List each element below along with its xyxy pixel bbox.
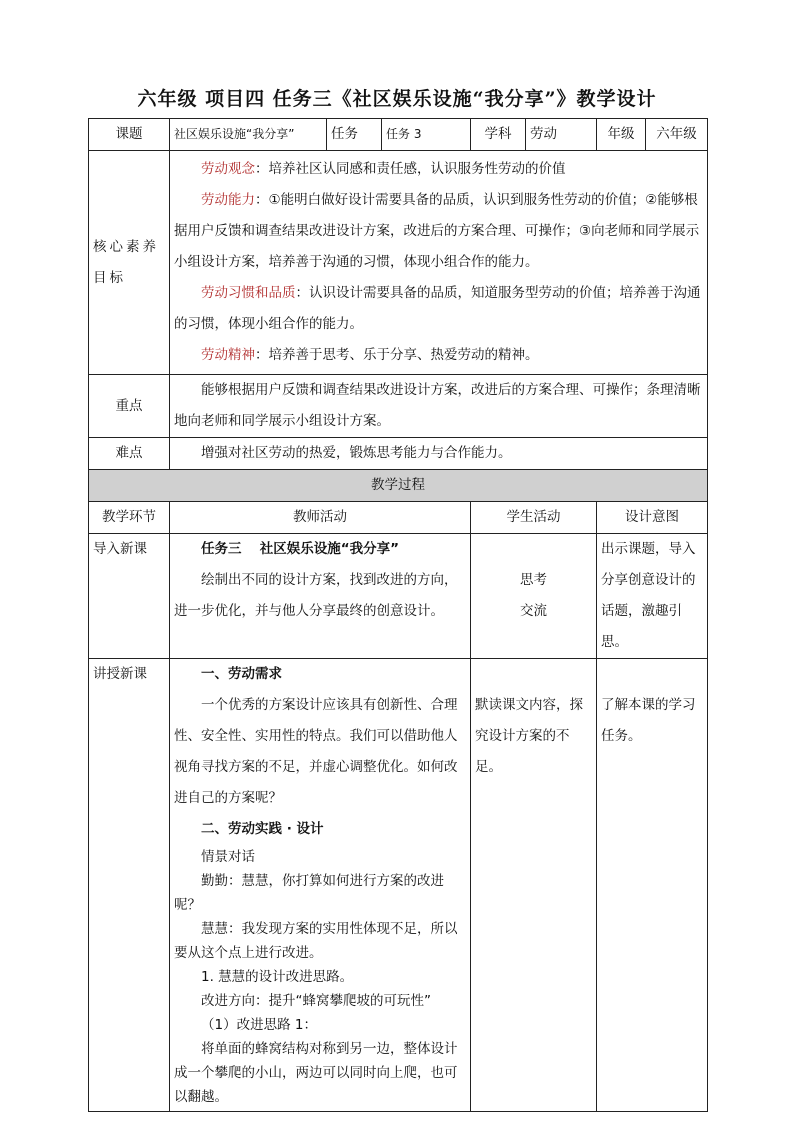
key-point-label: 重点 [89, 375, 170, 438]
process-columns-row [89, 502, 708, 534]
lecture-l7: 将单面的蜂窝结构对称到另一边，整体设计成一个攀爬的小山，两边可以同时向上爬，也可以翻越。 [174, 1041, 458, 1105]
core-item-concept: 劳动观念：培养社区认同感和责任感，认识服务性劳动的价值 [201, 161, 566, 177]
col-intent: 设计意图 [597, 502, 708, 534]
core-literacy-content [170, 151, 708, 375]
course-label: 课题 [89, 119, 170, 151]
core-item-habits: 劳动习惯和品质：认识设计需要具备的品质，知道服务型劳动的价值；培养善于沟通的习惯，体现小组合作的能力。 [174, 285, 701, 332]
core-item-spirit: 劳动精神：培养善于思考、乐于分享、热爱劳动的精神。 [201, 347, 539, 363]
process-heading: 教学过程 [89, 470, 708, 502]
key-point-text: 能够根据用户反馈和调查结果改进设计方案，改进后的方案合理、可操作；条理清晰地向老师和同学展示小组设计方案。 [170, 375, 708, 438]
intro-student-exchange: 交流 [520, 603, 547, 619]
intro-teacher [170, 534, 471, 659]
course-value: 社区娱乐设施“我分享” [170, 119, 327, 151]
lecture-l1: 情景对话 [201, 849, 255, 865]
lecture-h1: 一、劳动需求 [201, 666, 282, 682]
lecture-p1: 一个优秀的方案设计应该具有创新性、合理性、安全性、实用性的特点。我们可以借助他人视角寻找方案的不足，并虚心调整优化。如何改进自己的方案呢？ [174, 697, 458, 806]
difficulty-text: 增强对社区劳动的热爱，锻炼思考能力与合作能力。 [170, 438, 708, 470]
intro-stage: 导入新课 [89, 534, 170, 659]
intro-teacher-text: 绘制出不同的设计方案，找到改进的方向，进一步优化，并与他人分享最终的创意设计。 [174, 572, 458, 619]
col-student: 学生活动 [471, 502, 597, 534]
core-item-ability: 劳动能力：①能明白做好设计需要具备的品质，认识到服务性劳动的价值；②能够根据用户反馈和调查结果改进设计方案，改进后的方案合理、可操作；③向老师和同学展示小组设计方案，培养善于沟通的习惯，体现小组合作的能力。 [174, 192, 700, 270]
intro-row [89, 534, 708, 659]
lecture-h2: 二、劳动实践 · 设计 [201, 821, 324, 837]
lecture-l6: （1）改进思路 1： [201, 1017, 317, 1033]
document-title: 六年级 项目四 任务三《社区娱乐设施“我分享”》教学设计 [137, 88, 657, 110]
lecture-intent: 了解本课的学习任务。 [597, 659, 708, 1112]
process-heading-row [89, 470, 708, 502]
lecture-l5: 改进方向：提升“蜂窝攀爬坡的可玩性” [201, 993, 431, 1009]
header-row [89, 119, 708, 151]
task-value: 任务 3 [382, 119, 471, 151]
lecture-stage: 讲授新课 [89, 659, 170, 1112]
grade-value: 六年级 [646, 119, 708, 151]
lecture-row [89, 659, 708, 1112]
subject-label: 学科 [471, 119, 526, 151]
subject-value: 劳动 [526, 119, 597, 151]
difficulty-label: 难点 [89, 438, 170, 470]
lecture-l3: 慧慧：我发现方案的实用性体现不足，所以要从这个点上进行改进。 [174, 921, 458, 961]
col-stage: 教学环节 [89, 502, 170, 534]
intro-teacher-title: 任务三 社区娱乐设施“我分享” [201, 541, 399, 557]
difficulty-row [89, 438, 708, 470]
lecture-l4: 1. 慧慧的设计改进思路。 [201, 969, 354, 985]
core-literacy-label: 核心素养目标 [89, 151, 170, 375]
lecture-l2: 勤勤：慧慧，你打算如何进行方案的改进呢？ [174, 873, 444, 913]
lesson-plan-table [88, 118, 708, 1112]
lecture-teacher [170, 659, 471, 1112]
intro-student [471, 534, 597, 659]
core-literacy-row [89, 151, 708, 375]
task-label: 任务 [327, 119, 382, 151]
col-teacher: 教师活动 [170, 502, 471, 534]
intro-student-think: 思考 [520, 572, 547, 588]
key-point-row [89, 375, 708, 438]
lecture-student: 默读课文内容，探究设计方案的不足。 [471, 659, 597, 1112]
grade-label: 年级 [597, 119, 646, 151]
intro-intent: 出示课题，导入分享创意设计的话题，激趣引思。 [597, 534, 708, 659]
